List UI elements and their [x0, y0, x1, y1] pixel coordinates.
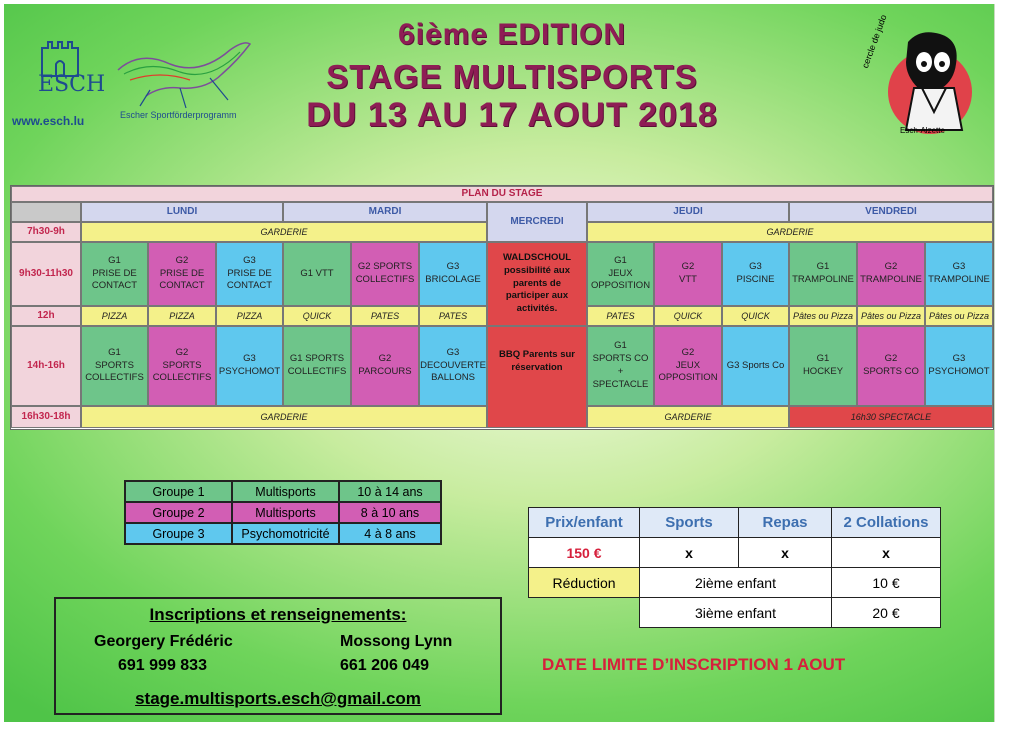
lunch-cell: Pâtes ou Pizza [925, 306, 993, 326]
stage-title: STAGE MULTISPORTS [326, 58, 698, 95]
contact-name: Georgery Frédéric [94, 633, 233, 650]
contact-name: Mossong Lynn [340, 633, 453, 650]
activity-cell: G3 Sports Co [722, 326, 789, 406]
reduction-value: 10 € [832, 568, 941, 598]
day-jeudi: JEUDI [587, 202, 789, 222]
garderie-cell: GARDERIE [587, 222, 993, 242]
activity-cell: G2 PRISE DE CONTACT [148, 242, 216, 306]
lunch-cell: QUICK [722, 306, 789, 326]
time-slot: 12h [11, 306, 81, 326]
activity-cell: G1 TRAMPOLINE [789, 242, 857, 306]
time-slot: 14h-16h [11, 326, 81, 406]
table-row [125, 481, 441, 502]
activity-cell: G1 VTT [283, 242, 351, 306]
judo-club-text: cercle de judo [860, 13, 889, 70]
included-mark: x [739, 538, 832, 568]
price-table [528, 507, 941, 628]
day-vendredi: VENDREDI [789, 202, 993, 222]
date-title: DU 13 AU 17 AOUT 2018 [306, 96, 718, 134]
group-name: Groupe 3 [125, 523, 232, 544]
lunch-cell: PATES [419, 306, 487, 326]
day-mercredi: MERCREDI [487, 202, 587, 242]
included-mark: x [640, 538, 739, 568]
activity-cell: G2 SPORTS COLLECTIFS [148, 326, 216, 406]
activity-cell: G2 PARCOURS [351, 326, 419, 406]
price-header: 2 Collations [832, 508, 941, 538]
garderie-cell: GARDERIE [81, 222, 487, 242]
contact-phone: 691 999 833 [118, 657, 207, 674]
lunch-cell: PIZZA [148, 306, 216, 326]
price-header: Repas [739, 508, 832, 538]
activity-cell: G3 PSYCHOMOT [925, 326, 993, 406]
reduction-value: 20 € [832, 598, 941, 628]
contact-box [54, 597, 502, 715]
day-mardi: MARDI [283, 202, 487, 222]
contact-phone: 661 206 049 [340, 657, 429, 674]
bbq-cell: BBQ Parents sur réservation [487, 326, 587, 428]
garderie-cell: GARDERIE [81, 406, 487, 428]
lunch-cell: PATES [587, 306, 654, 326]
contact-email[interactable]: stage.multisports.esch@gmail.com [135, 689, 421, 708]
lunch-cell: QUICK [283, 306, 351, 326]
activity-cell: G2 VTT [654, 242, 722, 306]
activity-cell: G3 PRISE DE CONTACT [216, 242, 283, 306]
table-row [529, 598, 941, 628]
reduction-label: Réduction [529, 568, 640, 598]
schedule-table [10, 185, 994, 430]
esch-url: www.esch.lu [12, 114, 85, 128]
lunch-cell: Pâtes ou Pizza [789, 306, 857, 326]
sport-program-caption: Escher Sportförderprogramm [120, 110, 237, 120]
activity-cell: G3 DECOUVERTE BALLONS [419, 326, 487, 406]
group-age: 4 à 8 ans [339, 523, 441, 544]
activity-cell: G1 SPORTS CO + SPECTACLE [587, 326, 654, 406]
table-row [125, 523, 441, 544]
lunch-cell: Pâtes ou Pizza [857, 306, 925, 326]
judo-city-text: Esch-Alzette [900, 126, 945, 135]
time-slot: 7h30-9h [11, 222, 81, 242]
table-row [529, 568, 941, 598]
waldschoul-cell: WALDSCHOUL possibilité aux parents de participer aux activités. [487, 242, 587, 326]
garderie-cell: GARDERIE [587, 406, 789, 428]
empty-cell [529, 598, 640, 628]
time-slot: 9h30-11h30 [11, 242, 81, 306]
included-mark: x [832, 538, 941, 568]
group-name: Groupe 1 [125, 481, 232, 502]
group-age: 10 à 14 ans [339, 481, 441, 502]
activity-cell: G3 PISCINE [722, 242, 789, 306]
registration-deadline: DATE LIMITE D’INSCRIPTION 1 AOUT [542, 655, 846, 674]
activity-cell: G1 HOCKEY [789, 326, 857, 406]
corner-cell [11, 202, 81, 222]
activity-cell: G2 SPORTS COLLECTIFS [351, 242, 419, 306]
lunch-cell: PATES [351, 306, 419, 326]
activity-cell: G1 SPORTS COLLECTIFS [81, 326, 148, 406]
group-age: 8 à 10 ans [339, 502, 441, 523]
price-header: Prix/enfant [529, 508, 640, 538]
contact-heading: Inscriptions et renseignements: [149, 605, 407, 624]
reduction-child: 2ième enfant [640, 568, 832, 598]
activity-cell: G3 TRAMPOLINE [925, 242, 993, 306]
group-activity: Multisports [232, 502, 339, 523]
table-row [529, 508, 941, 538]
price-value: 150 € [529, 538, 640, 568]
activity-cell: G2 SPORTS CO [857, 326, 925, 406]
activity-cell: G1 PRISE DE CONTACT [81, 242, 148, 306]
activity-cell: G2 JEUX OPPOSITION [654, 326, 722, 406]
edition-title: 6ième EDITION [397, 18, 627, 51]
activity-cell: G3 BRICOLAGE [419, 242, 487, 306]
groups-legend [124, 480, 442, 545]
lunch-cell: QUICK [654, 306, 722, 326]
time-slot: 16h30-18h [11, 406, 81, 428]
group-activity: Multisports [232, 481, 339, 502]
price-header: Sports [640, 508, 739, 538]
activity-cell: G3 PSYCHOMOT [216, 326, 283, 406]
activity-cell: G1 SPORTS COLLECTIFS [283, 326, 351, 406]
activity-cell: G2 TRAMPOLINE [857, 242, 925, 306]
lunch-cell: PIZZA [216, 306, 283, 326]
esch-logo-text: ESCH [38, 72, 106, 97]
schedule-title: PLAN DU STAGE [11, 186, 993, 202]
day-lundi: LUNDI [81, 202, 283, 222]
activity-cell: G1 JEUX OPPOSITION [587, 242, 654, 306]
reduction-child: 3ième enfant [640, 598, 832, 628]
spectacle-cell: 16h30 SPECTACLE [789, 406, 993, 428]
table-row [125, 502, 441, 523]
group-name: Groupe 2 [125, 502, 232, 523]
table-row [529, 538, 941, 568]
lunch-cell: PIZZA [81, 306, 148, 326]
group-activity: Psychomotricité [232, 523, 339, 544]
